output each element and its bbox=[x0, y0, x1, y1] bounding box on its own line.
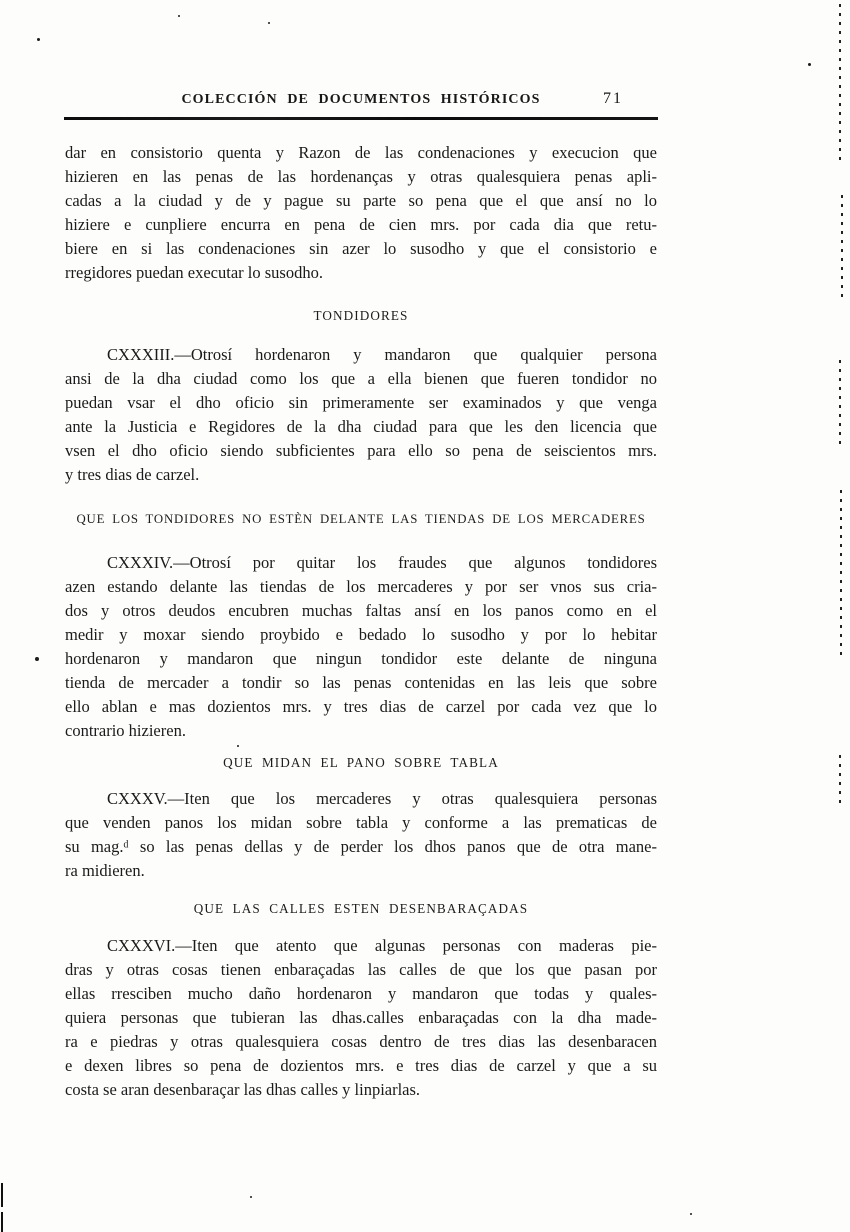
paragraph bbox=[65, 551, 657, 743]
text-line: costa se aran desenbaraçar las dhas calles y linpiarlas. bbox=[65, 1080, 421, 1099]
section-heading: TONDIDORES bbox=[313, 308, 409, 323]
text-line: ellas rresciben mucho daño hordenaron y mandaron que todas y quales- bbox=[65, 984, 657, 1003]
text-line: dar en consistorio quenta y Razon de las condenaciones y execucion que bbox=[65, 143, 657, 162]
ink-speck bbox=[808, 63, 811, 66]
section-heading: QUE MIDAN EL PANO SOBRE TABLA bbox=[223, 755, 499, 770]
text-line: dras y otras cosas tienen enbaraçadas las calles de que los que pasan por bbox=[65, 960, 657, 979]
section-heading: QUE LAS CALLES ESTEN DESENBARAÇADAS bbox=[193, 901, 529, 916]
text-line: hiziere e cunpliere encurra en pena de cien mrs. por cada dia que retu- bbox=[65, 215, 657, 234]
scan-edge-artifact bbox=[839, 755, 841, 805]
text-line: ra midieren. bbox=[65, 861, 145, 880]
text-line: tienda de mercader a tondir so las penas contenidas en las leis que sobre bbox=[65, 673, 657, 692]
text-line: cadas a la ciudad y de y pague su parte so pena que el que ansí no lo bbox=[65, 191, 657, 210]
paragraph bbox=[65, 141, 657, 285]
text-line: y tres dias de carzel. bbox=[65, 465, 200, 484]
text-line: hordenaron y mandaron que ningun tondidor este delante de ninguna bbox=[65, 649, 657, 668]
text-column bbox=[65, 141, 657, 1102]
text-line: ra e piedras y otras qualesquiera cosas dentro de tres dias las desenbaracen bbox=[65, 1032, 657, 1051]
text-line: rregidores puedan executar lo susodho. bbox=[65, 263, 323, 282]
ink-speck bbox=[178, 15, 180, 17]
scan-edge-artifact bbox=[839, 4, 841, 164]
ink-speck bbox=[690, 1213, 692, 1215]
scan-edge-artifact bbox=[1, 1212, 3, 1232]
text-line: vsen el dho oficio siendo subficientes para ello so pena de seiscientos mrs. bbox=[65, 441, 657, 460]
scan-edge-artifact bbox=[1, 1183, 3, 1207]
text-line: que venden panos los midan sobre tabla y conforme a las prematicas de bbox=[65, 813, 657, 832]
section-heading: QUE LOS TONDIDORES NO ESTÈN DELANTE LAS TIENDAS DE LOS MERCADERES bbox=[76, 512, 646, 526]
text-line: dos y otros deudos encubren muchas faltas ansí en los panos como en el bbox=[65, 601, 657, 620]
header-rule bbox=[64, 117, 658, 120]
text-line: CXXXVI.—Iten que atento que algunas personas con maderas pie- bbox=[107, 936, 657, 955]
text-line: contrario hizieren. bbox=[65, 721, 186, 740]
text-line: ansi de la dha ciudad como los que a ella bienen que fueren tondidor no bbox=[65, 369, 657, 388]
paragraph bbox=[65, 787, 657, 883]
text-line: biere en si las condenaciones sin azer lo susodho y que el consistorio e bbox=[65, 239, 657, 258]
text-line: quiera personas que tubieran las dhas.calles enbaraçadas con la dha made- bbox=[65, 1008, 657, 1027]
page-number: 71 bbox=[603, 90, 623, 107]
text-line: azen estando delante las tiendas de los mercaderes y por ser vnos sus cria- bbox=[65, 577, 657, 596]
paragraph bbox=[65, 934, 657, 1102]
scan-edge-artifact bbox=[841, 195, 843, 300]
text-line: e dexen libres so pena de dozientos mrs. e tres dias de carzel y que a su bbox=[65, 1056, 657, 1075]
text-line: hizieren en las penas de las hordenanças y otras qualesquiera penas apli- bbox=[65, 167, 657, 186]
running-header-title: COLECCIÓN DE DOCUMENTOS HISTÓRICOS bbox=[181, 92, 541, 107]
text-line: puedan vsar el dho oficio sin primeramente ser examinados y que venga bbox=[65, 393, 657, 412]
paragraph bbox=[65, 343, 657, 487]
ink-speck bbox=[268, 22, 270, 24]
text-line: CXXXIV.—Otrosí por quitar los fraudes que algunos tondidores bbox=[107, 553, 657, 572]
text-line: su mag.ᵈ so las penas dellas y de perder los dhos panos que de otra mane- bbox=[65, 837, 657, 856]
running-header bbox=[65, 92, 657, 116]
ink-speck bbox=[237, 745, 239, 747]
ink-speck bbox=[37, 38, 40, 41]
scan-edge-artifact bbox=[839, 360, 841, 445]
scan-edge-artifact bbox=[840, 490, 842, 660]
ink-speck bbox=[35, 657, 39, 661]
text-line: medir y moxar siendo proybido e bedado lo susodho y por lo hebitar bbox=[65, 625, 657, 644]
ink-speck bbox=[250, 1196, 252, 1198]
text-line: CXXXIII.—Otrosí hordenaron y mandaron que qualquier persona bbox=[107, 345, 657, 364]
text-line: ello ablan e mas dozientos mrs. y tres dias de carzel por cada vez que lo bbox=[65, 697, 657, 716]
text-line: CXXXV.—Iten que los mercaderes y otras qualesquiera personas bbox=[107, 789, 657, 808]
text-line: ante la Justicia e Regidores de la dha ciudad para que les den licencia que bbox=[65, 417, 657, 436]
